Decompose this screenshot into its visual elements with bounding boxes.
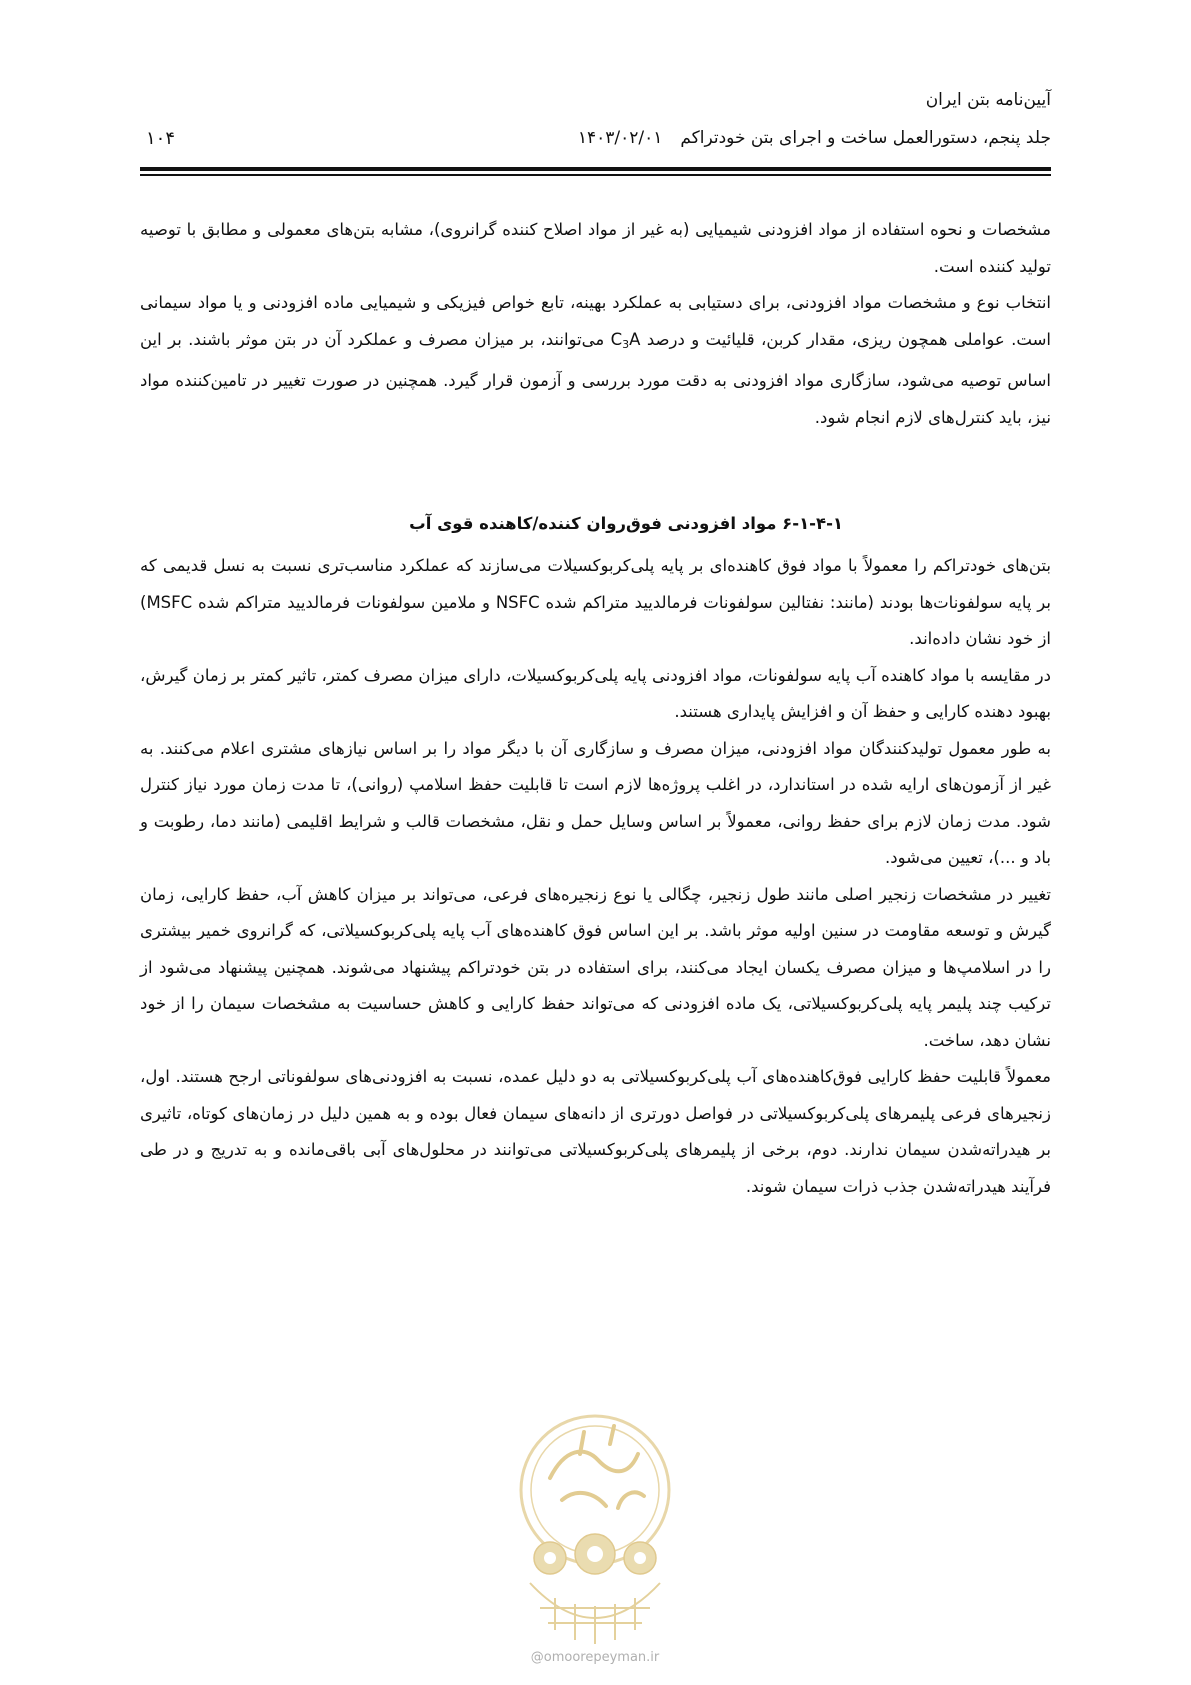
header-rule-thin [140,174,1051,176]
section-paragraph: تغییر در مشخصات زنجیر اصلی مانند طول زنجیر، چگالی یا نوع زنجیره‌های فرعی، می‌تواند بر میزان کاهش آب، حفظ کارایی، زمان گیرش و توسعه مقاومت در سنین اولیه موثر باشد. بر این اساس فوق کاهنده‌های آب پایه پلی‌کربوکسیلاتی، که گرانروی خمیر بیشتری را در اسلامپ‌ها و میزان مصرف یکسان ایجاد می‌کنند، برای استفاده در بتن خودتراکم پیشنهاد می‌شوند. همچنین پیشنهاد می‌شود از ترکیب چند پلیمر پایه پلی‌کربوکسیلاتی، یک ماده افزودنی که می‌تواند حفظ کارایی و کاهش حساسیت به مشخصات سیمان را از خود نشان دهد، ساخت. [140,884,1051,1050]
code-title: آیین‌نامه بتن ایران [925,90,1051,110]
page-header [140,88,1051,178]
section-heading: ۶-۱-۴-۱ مواد افزودنی فوق‌روان کننده/کاهنده قوی آب [409,514,843,533]
c3a-subscript: 3 [622,337,630,351]
revision-date: ۱۴۰۳/۰۲/۰۱ [577,128,663,148]
page-number: ۱۰۴ [146,128,176,149]
intro-paragraph-2-part-b: A می‌توانند، بر میزان مصرف و عملکرد آن در بتن موثر باشند. بر این اساس توصیه می‌شود، سازگاری مواد افزودنی به دقت مورد بررسی و آزمون قرار گیرد. همچنین در صورت تغییر در تامین‌کننده مواد نیز، باید کنترل‌های لازم انجام شود. [140,329,1051,427]
logo-calligraphy-icon [550,1426,644,1508]
section-paragraph: در مقایسه با مواد کاهنده آب پایه سولفونات، مواد افزودنی پایه پلی‌کربوکسیلات، دارای میزان مصرف کمتر، تاثیر کمتر بر زمان گیرش، بهبود دهنده کارایی و حفظ آن و افزایش پایداری هستند. [140,665,1051,721]
section-paragraph: به طور معمول تولیدکنندگان مواد افزودنی، میزان مصرف و سازگاری آن با دیگر مواد را بر اساس نیازهای مشتری اعلام می‌کنند. به غیر از آزمون‌های ارایه شده در استاندارد، در اغلب پروژه‌ها لازم است تا قابلیت حفظ اسلامپ (روانی)، تا مدت زمان مورد نیاز کنترل شود. مدت زمان لازم برای حفظ روانی، معمولاً بر اساس وسایل حمل و نقل، مشخصات قالب و شرایط اقلیمی (مانند دما، رطوبت و باد و ...)، تعیین می‌شود. [140,738,1051,867]
intro-paragraph-1: مشخصات و نحوه استفاده از مواد افزودنی شیمیایی (به غیر از مواد اصلاح کننده گرانروی)، مشابه بتن‌های معمولی و مطابق با توصیه تولید کننده است. [140,220,1051,276]
header-rule-thick [140,167,1051,171]
intro-paragraph-2 [140,285,1051,436]
publisher-seal-watermark [510,1408,680,1658]
intro-paragraph-2-part-a: انتخاب نوع و مشخصات مواد افزودنی، برای دستیابی به عملکرد بهینه، تابع خواص فیزیکی و شیمیایی ماده افزودنی و یا مواد سیمانی است. عواملی همچون ریزی، مقدار کربن، قلیائیت و درصد C [140,293,1051,349]
section-paragraph: بتن‌های خودتراکم را معمولاً با مواد فوق کاهنده‌ای بر پایه پلی‌کربوکسیلات می‌سازند که عملکرد مناسب‌تری نسبت به نسل قدیمی که بر پایه سولفونات‌ها بودند (مانند: نفتالین سولفونات فرمالدیید متراکم شده NSFC و ملامین سولفونات فرمالدیید متراکم شده MSFC) از خود نشان داده‌اند. [140,556,1051,648]
watermark-site: @omoorepeyman.ir [530,1650,660,1665]
header-subtitle-row [578,126,1051,150]
body-text [140,212,1051,1205]
section-paragraph: معمولاً قابلیت حفظ کارایی فوق‌کاهنده‌های آب پلی‌کربوکسیلاتی به دو دلیل عمده، نسبت به افزودنی‌های سولفوناتی ارجح هستند. اول، زنجیرهای فرعی پلیمرهای پلی‌کربوکسیلاتی در فواصل دورتری از دانه‌های سیمان فعال بوده و به همین دلیل در زمان‌های کوتاه، تاثیری بر هیدراته‌شدن سیمان ندارند. دوم، برخی از پلیمرهای پلی‌کربوکسیلاتی می‌توانند در محلول‌های آبی باقی‌مانده و به تدریج و در طی فرآیند هیدراته‌شدن جذب ذرات سیمان شوند. [140,1067,1051,1196]
volume-title: جلد پنجم، دستورالعمل ساخت و اجرای بتن خودتراکم [680,128,1051,148]
